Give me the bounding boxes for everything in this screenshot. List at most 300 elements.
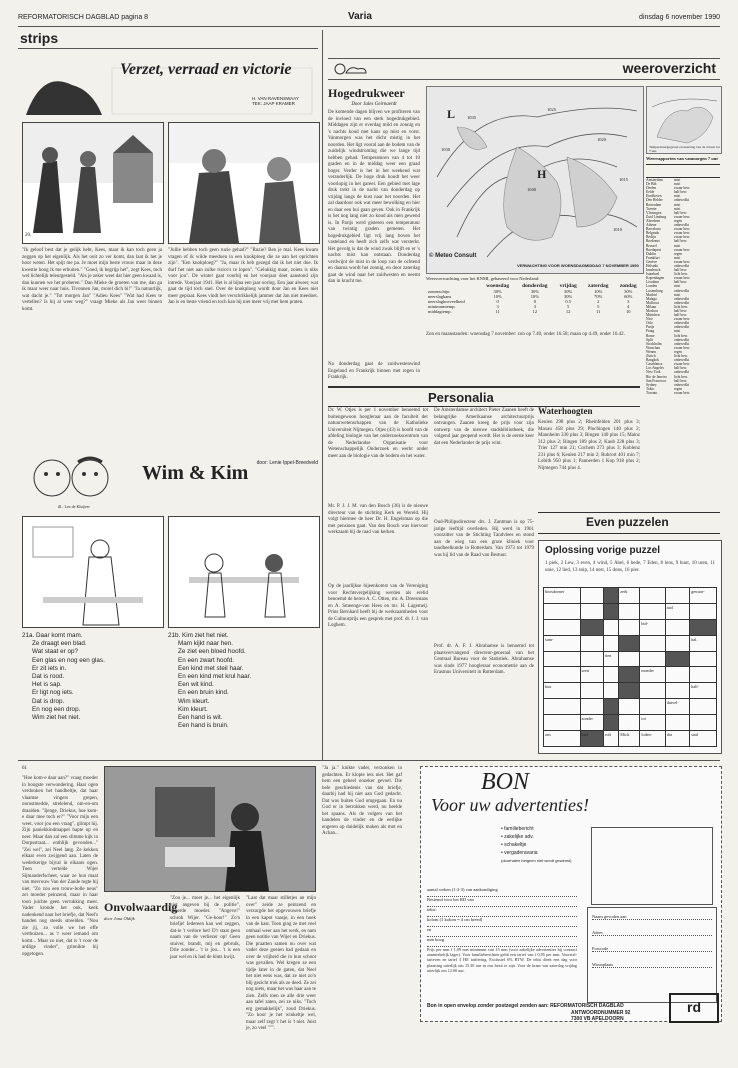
comic-panel-1 bbox=[22, 122, 164, 244]
puzzle-cell bbox=[604, 699, 619, 715]
ad-bullet: • familiebericht bbox=[501, 826, 534, 832]
puzzle-cell: ons bbox=[544, 731, 581, 747]
station-name: München bbox=[646, 313, 660, 318]
puzzle-cell bbox=[580, 699, 604, 715]
station-name: Los Angeles bbox=[646, 366, 664, 371]
puzzle-solution: 1 piek, 2 Lew, 3 even, 4 wind, 5 Abel, 6 bede, 7 Eden, 8 lens, 9 buut, 10 uren, 11 unie, 12 lied, 13 snip, 14 nest, 15 dons, 16 pier. bbox=[545, 561, 715, 573]
caption-21b-line: Een wit kind. bbox=[178, 681, 214, 689]
station-name: Rome bbox=[646, 333, 655, 338]
strip-title-banner bbox=[22, 60, 318, 118]
puzzle-header bbox=[538, 512, 720, 534]
ad-price-text: Prijs per mm f 1,09 met minimum van 15 mm (voor zakelijke advertenties bij contract aanmerkelijk lager). Voor familieberichten geldt een tarief van f 0,95 per mm. Voorstel-tarieven en tarief 3 HE tarifering. Exclusief 6% BTW. De tekst dient een dag voor plaatsing uiterlijk om 15.30 uur in ons bezit te zijn. Voor de krant van zaterdag vrijdag uiterlijk om 12.00 uur. bbox=[427, 947, 577, 973]
caption-21b-line: Ze ziet een bloed hoofd. bbox=[178, 648, 246, 656]
ad-form-field[interactable]: Adres bbox=[592, 930, 712, 936]
forecast-day: vrijdag bbox=[559, 283, 577, 289]
puzzle-cell bbox=[665, 635, 689, 651]
puzzle-cell bbox=[619, 603, 640, 619]
caption-21a-line: Het is sap. bbox=[32, 681, 62, 689]
puzzle-cell bbox=[604, 683, 619, 699]
wim-kim-title: Wim & Kim bbox=[142, 462, 249, 484]
station-condition: half bew. bbox=[674, 378, 688, 383]
forecast-day: zondag bbox=[619, 283, 637, 289]
puzzle-cell: biel bbox=[580, 731, 604, 747]
station-condition: onbewolkt bbox=[674, 223, 690, 228]
station-name: Stockholm bbox=[646, 341, 662, 346]
caption-21b-line: Een hand is bruin. bbox=[178, 722, 229, 730]
puzzle-label: Even puzzelen bbox=[586, 515, 669, 529]
station-name: Moskou bbox=[646, 309, 658, 313]
low-pressure-marker: L bbox=[447, 107, 456, 121]
puzzle-cell bbox=[690, 699, 717, 715]
puzzle-cell: tien bbox=[604, 651, 619, 667]
puzzle-grid bbox=[543, 587, 717, 747]
puzzle-cell bbox=[544, 619, 581, 635]
station-condition: mist bbox=[674, 284, 681, 289]
puzzle-box bbox=[538, 540, 722, 754]
station-condition: mist bbox=[674, 178, 681, 182]
story-photo bbox=[104, 766, 316, 892]
station-condition: licht bew. bbox=[674, 374, 688, 379]
story-title: Onvolwaardig bbox=[104, 900, 178, 914]
station-condition: zwaar bew. bbox=[674, 247, 691, 252]
station-condition: zwaar bew. bbox=[674, 390, 691, 395]
station-name: Split bbox=[646, 337, 653, 342]
station-condition: onbewolkt bbox=[674, 321, 690, 326]
station-name: Zürich bbox=[646, 354, 656, 359]
station-name: Twente bbox=[646, 206, 657, 211]
column-text: De komende dagen blijven we profiteren van de invloed van een sterk hogedrukgebied. Middagen zijn er overdag mild en zonnig en 's nachts koud met kans op mist en vorst. Vanmorgen was het dicht mistig in het noorden. Het ligt vooral aan de bodem van de zuidelijk windstroming die we lange tijd hebben gehad. Temperaturen van 4 tot 10 graden en in de middag weer een graad hoger. Verder is het in het weekend wat veranderlijk. De hoge druk houdt het weer voorlopig in het gareel. Een gebied met lage druk trekt in de nacht van donderdag op vrijdag langs de kust naar het noorden. Het zal daardoor ook wat meer bewolking en hier en daar een bui gaan geven. Ook in Frankrijk is het nog lang niet zo koud als men gewend is. In Parijs werd gisteren een temperatuur van twintig graden gemeten. Het hogedrukgebied ligt vrij lang boven het vasteland en heeft zich zelfs wat versterkt. Het gevolg is dat de wind zwak blijft en er 's nachts mist kan ontstaan. Donderdag verdwijnt de mist in de loop van de ochtend en daarna wordt het zonnig, en door zaterdag gaat de wind naar het zuidwesten en neemt dan in kracht toe. bbox=[328, 110, 420, 284]
station-condition: zwaar bew. bbox=[674, 231, 691, 236]
puzzle-cell bbox=[580, 683, 604, 699]
story-text-4: "Ja ja." knikte vader, verzonken in gedachten. Er klopte iets niet. Het gaf hem een geheel onzeker gevoel. Die hele geschiedenis van dat briefje, daarbij had hij niet aan God gedacht. Dat was buiten God omgegaan. En nu God er in betrokken werd, nu heelde het spaans. Als de volgers van het handelen de vinder en de eerlijke engeren op duidelijk maken als mot en Achan... bbox=[322, 766, 402, 836]
puzzle-cell: stad bbox=[690, 731, 717, 747]
header-center: Varia bbox=[348, 11, 372, 22]
forecast-row: neerslaghoeveelheid 0 0 0.5 2 3 bbox=[428, 299, 630, 304]
column-byline: Door Jules Geirnaerdt bbox=[351, 102, 397, 107]
puzzle-cell: moeder bbox=[640, 667, 665, 683]
station-condition: zwaar bew. bbox=[674, 227, 691, 232]
column-closing: Na donderdag gaat de zuidwestenwind Engeland en Frankrijk binnen met regen in Frankrijk. bbox=[328, 362, 420, 380]
station-condition: onbewolkt bbox=[674, 288, 690, 293]
station-name: Belgrado bbox=[646, 231, 660, 236]
isobar-label: 1030 bbox=[441, 147, 450, 152]
station-condition: onbewolkt bbox=[674, 382, 690, 387]
story-text-2: "Zou je... moet je... het eigenlijk niet angeven bij de politie", opperde moeder. "Angeve!" schrok Wijer. "Ge-hoor!" Zo'n briefje! Iedereen kan wel zeggen, dat-ie 't verlore het! D'r staat geen naam van de verliezer op! Geen stuiver, brandt, mij en gebruik, Drie zonder... 't is jou... 't is een jaar wel en ik had de kluts kwijt. bbox=[170, 896, 240, 960]
station-name: Amsterdam bbox=[646, 178, 663, 182]
puzzle-cell: tot bbox=[640, 715, 665, 731]
station-condition: mist bbox=[674, 255, 681, 260]
puzzle-cell: bid- bbox=[640, 619, 665, 635]
puzzle-cell: gewaar- bbox=[690, 588, 717, 604]
station-condition: mist bbox=[674, 194, 681, 199]
stations-table bbox=[646, 178, 720, 398]
ad-title-1: BON bbox=[481, 769, 529, 795]
caption-21b-line: Wim kleurt. bbox=[178, 697, 210, 705]
puzzle-cell bbox=[665, 667, 689, 683]
puzzle-cell bbox=[690, 603, 717, 619]
puzzle-cell bbox=[690, 715, 717, 731]
caption-21b-line: Kim kleurt. bbox=[178, 705, 208, 713]
caption-21a-line: Wim ziet het niet. bbox=[32, 714, 81, 722]
high-pressure-marker: H bbox=[537, 167, 547, 181]
caption-21a-line: Dat is drop. bbox=[32, 697, 65, 705]
station-condition: zwaar bew. bbox=[674, 362, 691, 367]
station-condition: zwaar bew. bbox=[674, 235, 691, 240]
station-condition: licht bew. bbox=[674, 354, 688, 359]
puzzle-cell bbox=[640, 699, 665, 715]
caption-21b bbox=[168, 632, 318, 730]
isobar-label: 1035 bbox=[467, 115, 476, 120]
ad-form-field[interactable]: Naam gevoden aan bbox=[592, 914, 712, 920]
story-text-1: "Hoe kom-e daar aan?" vraag moeder in hoogste verwondering. Haar ogen verdonken het handbeltje, dat haar vlaamse vingers grepen, onrustmedde, strelelend, om-en-om draaiden. "Ijenge, Driekus, hoe kom-e daar mee toch er?" "Voor mijn een weet, voor jou een vraag", glimpt hij. Zijn paniekkindmappel hapte op en neer. Maar dan zal een slimme kijk in Dorpsstraat... enthlijk gevonden..." "Zei wel", zei Neel lang. Ze kekken elkaar even zwijgend aan. Laten de wederkerige bijval in elkaars ogen. Toen vertelde Wijer Sijmanderfscheet, waar ze hun maat van mevrouw Van der Zande regte hij niet. "Zo zou een trouw-bolle neus" zei moeder peinzend, maar in haar toon juichte geen verrukking meer. Vader kronde het ook, keek nadenkend naar het briefje, dat Neel's handen nog steeds streelden. "Nou zie jij, zo volle we het effe verthuizen... as 'r weer iemand om komt... Maar zo niet, dat is 't voor de ardlige vinder", grinnikte hij opgetogen. bbox=[22, 776, 98, 957]
personalia-item: Op de jaarlijkse bijeenkomst van de Vereniging voor Rechtsvergelijking werden als erelid benoemd de heren A. C. Otten, mr. A. Dreesmans en A. Smeenge-van Hees en mr. H. Lagemeij. Prins Bernhard heeft bij de werkzaamheden voor de Cultuurprijs een gesprek met prof. dr. J. J. van Loghem. bbox=[328, 584, 428, 628]
ad-photo-box bbox=[591, 827, 713, 905]
ad-form-field[interactable]: Woonplaats bbox=[592, 962, 712, 968]
station-condition: onbewolkt bbox=[674, 263, 690, 268]
station-name: Luxemburg bbox=[646, 288, 663, 293]
forecast-day: donderdag bbox=[522, 283, 548, 289]
station-name: Londen bbox=[646, 284, 657, 289]
puzzle-cell: dra bbox=[665, 731, 689, 747]
personalia-item: Mr. P. J. J. M. van den Bosch (36) is de nieuwe directeur van de stichting Kerk en Wereld. Hij volgt hiermee de heer Dr. H. Engelsman op die met pensioen gaat. Van den Bosch was hiervoor werkzaam bij de raad van kerken. bbox=[328, 504, 428, 535]
station-name: Innsbruck bbox=[646, 268, 661, 273]
ad-field-line[interactable]: en bbox=[427, 927, 577, 937]
puzzle-cell bbox=[544, 715, 581, 731]
station-name: Genève bbox=[646, 259, 657, 264]
wim-kim-banner bbox=[22, 448, 318, 512]
puzzle-cell bbox=[580, 619, 604, 635]
puzzle-cell: zonder bbox=[580, 715, 604, 731]
personalia-item: Oud-Philipsdirecteur drs. J. Zantman is op 75-jarige leeftijd overleden. Hij werd in 1961 voorzitter van de Stichting Tandvlees en stond aan de wieg van een grote kliniek voor tandheelkunde in Rotterdam. Van 1973 tot 1979 was hij lid van de Raad van Bestuur. bbox=[434, 520, 534, 558]
puzzle-cell bbox=[640, 651, 665, 667]
station-condition: zwaar bew. bbox=[674, 186, 691, 191]
station-row bbox=[646, 391, 720, 395]
station-condition: half bew. bbox=[674, 366, 688, 371]
story-author: door Jona Oldijk bbox=[104, 916, 135, 921]
station-name: Bordeaux bbox=[646, 239, 660, 244]
station-condition: onbewolkt bbox=[674, 296, 690, 301]
station-name: Aberdeen bbox=[646, 218, 660, 223]
wim-kim-panel-b bbox=[168, 516, 320, 628]
puzzle-cell: half- bbox=[690, 683, 717, 699]
station-name: Helsinki bbox=[646, 263, 659, 268]
station-condition: onbewolkt bbox=[674, 341, 690, 346]
ad-field-line[interactable]: kolom (1 kolom = 4 cm breed) bbox=[427, 917, 577, 927]
isobar-label: 1010 bbox=[613, 227, 622, 232]
station-condition: half bew. bbox=[674, 313, 688, 318]
ad-bullet: • schakeltje bbox=[501, 842, 527, 848]
station-name: Malaga bbox=[646, 296, 657, 301]
station-name: Madrid bbox=[646, 292, 657, 297]
station-condition: licht bew. bbox=[674, 333, 688, 338]
station-condition: mist bbox=[674, 292, 681, 297]
ad-field-line[interactable]: aantal weken (1-2-3) van aankondiging bbox=[427, 887, 577, 897]
forecast-row: neerslagkans 10% 10% 30% 70% 60% bbox=[428, 294, 633, 299]
puzzle-cell bbox=[640, 683, 665, 699]
station-name: Rio de Janeiro bbox=[646, 374, 667, 379]
station-name: Istanboel bbox=[646, 272, 660, 277]
puzzle-cell bbox=[690, 651, 717, 667]
strips-label: strips bbox=[20, 30, 59, 46]
station-name: Nice bbox=[646, 317, 653, 322]
station-condition: half bew. bbox=[674, 309, 688, 313]
station-name: Bangkok bbox=[646, 358, 659, 363]
caption-21a-line: En nog een drop. bbox=[32, 705, 81, 713]
puzzle-cell bbox=[580, 588, 604, 604]
puzzle-cell bbox=[665, 715, 689, 731]
puzzle-cell: ital. bbox=[690, 635, 717, 651]
station-condition: onbewolkt bbox=[674, 325, 690, 330]
station-name: Brussel bbox=[646, 243, 657, 248]
puzzle-cell bbox=[619, 715, 640, 731]
personalia-item: Dr. W. Otjes is per 1 november benoemd tot buitengewoon hoogleraar aan de faculteit der natuurwetenschappen van de Katholieke Universiteit Nijmegen. Otjes (43) is hoofd van de afdeling biologie van het onderzoekscentrum van de Nederlandse Organisatie voor Wetenschappelijk Onderzoek en werkt onder meer aan de biologie van de bodem en het water. bbox=[328, 408, 428, 459]
puzzle-cell bbox=[619, 635, 640, 651]
header-left: REFORMATORISCH DAGBLAD pagina 8 bbox=[18, 14, 149, 21]
station-condition: onbewolkt bbox=[674, 370, 690, 375]
station-name: Zuid Limburg bbox=[646, 214, 667, 219]
caption-21b-line: Een hand is wit. bbox=[178, 714, 223, 722]
station-name: Boedapest bbox=[646, 247, 661, 252]
caption-21a-line: Wat staat er op? bbox=[32, 648, 78, 656]
puzzle-cell bbox=[604, 603, 619, 619]
sun-cloud-icon bbox=[330, 61, 370, 77]
puzzle-cell bbox=[690, 667, 717, 683]
puzzle-cell bbox=[604, 715, 619, 731]
station-condition: mist bbox=[674, 329, 681, 334]
station-name: Sydney bbox=[646, 382, 657, 387]
puzzle-cell bbox=[544, 667, 581, 683]
ad-city: 7300 VB APELDOORN bbox=[571, 1016, 624, 1022]
puzzle-cell bbox=[604, 619, 619, 635]
wim-kim-panel-a bbox=[22, 516, 164, 628]
puzzle-cell bbox=[640, 603, 665, 619]
puzzle-cell bbox=[544, 651, 581, 667]
station-name: Kopenhagen bbox=[646, 276, 665, 281]
ad-bullet: • vergaderavaria bbox=[501, 850, 538, 856]
wim-kim-illustrator: ill.: Lex de Kluijver bbox=[58, 504, 90, 509]
ad-antwoord: ANTWOORDNUMMER 92 bbox=[571, 1010, 631, 1016]
puzzle-cell bbox=[580, 651, 604, 667]
weather-map bbox=[426, 86, 644, 274]
advertisement-coupon bbox=[420, 766, 722, 1022]
caption-21b-line: En een kind met krul haar. bbox=[178, 673, 252, 681]
puzzle-cell: sum- bbox=[544, 635, 581, 651]
map-caption: VERWACHTING VOOR WOENSDAGMIDDAG 7 NOVEMBER 1990 bbox=[517, 263, 639, 268]
ad-field-line[interactable]: tekst: bbox=[427, 907, 577, 917]
station-condition: mist bbox=[674, 182, 681, 187]
caption-21b-line: En een zwart hoofd. bbox=[178, 656, 235, 664]
caption-21a-title: 21a. Daar komt mam. bbox=[22, 632, 83, 639]
station-name: Deelen bbox=[646, 186, 657, 191]
europe-mini-map bbox=[646, 86, 722, 154]
puzzle-cell bbox=[690, 619, 717, 635]
header-right: dinsdag 6 november 1990 bbox=[639, 14, 720, 21]
station-name: Dublin bbox=[646, 251, 656, 256]
comic-panel-2 bbox=[168, 122, 320, 244]
sun-moon-times: Zon en maanstanden: woensdag 7 november: zon op 7.40, onder 16.58; maan op 4.49, onder 16.42. bbox=[426, 332, 625, 337]
ad-form-lines bbox=[427, 887, 577, 947]
story-text-3: "Laat dat maar stilletjes an mijn over" zeide ze peinzend en verzorgde het opgevouwen briefje in een kapot vaasje, in een hoek van de kast. Toen ging ze met veel omhaal weer aan het werk, en nam geen notitie van Wijer en Driekus. Die praatten samen nu over wat vader deze goeien had gedaan en over de vrijheid die in hun schoot was gevallen. Wel kregen ze een tijdje later in de gaten, dat Neel het niet eens was, dat ze niet zo'n blij gezicht trok als ze deed. Ze zei nog niets, maar het was haar aan te zien. Zelfs toen ze alle drie weer aan tafel zaten, zei ze niks. "Toch erg gemakkelijk", zoud Driekus. "Zo koor je het winkeltje wel, maar zelf zegt 't het is 't niet. Juist je, zo veel """. bbox=[246, 896, 316, 1031]
caption-21a-line: Dat is rood. bbox=[32, 673, 65, 681]
strip-title: Verzet, verraad en victorie bbox=[120, 61, 292, 78]
puzzle-cell bbox=[665, 651, 689, 667]
personalia-label: Personalia bbox=[428, 390, 494, 405]
caption-21b-line: En een bruin kind. bbox=[178, 689, 229, 697]
station-name: Den Helder bbox=[646, 198, 663, 203]
map-credit: © Meteo Consult bbox=[429, 253, 477, 259]
ad-title-2: Voor uw advertenties! bbox=[431, 795, 589, 815]
station-name: Eelde bbox=[646, 190, 655, 195]
puzzle-cell bbox=[604, 635, 619, 651]
ad-bullet: • zakelijke adv. bbox=[501, 834, 534, 840]
station-condition: regen bbox=[674, 386, 682, 391]
station-condition: regen bbox=[674, 251, 682, 256]
station-name: Wenen bbox=[646, 349, 656, 354]
station-name: Warschau bbox=[646, 345, 661, 350]
station-name: Lissabon bbox=[646, 280, 659, 285]
puzzle-cell: rolt bbox=[604, 731, 619, 747]
caption-21a bbox=[22, 632, 162, 722]
isobar-label: 1020 bbox=[597, 137, 606, 142]
forecast-row: middagtemp. 11 12 12 11 10 bbox=[428, 309, 631, 314]
puzzle-cell bbox=[619, 651, 640, 667]
puzzle-cell bbox=[665, 619, 689, 635]
station-condition: mist bbox=[674, 202, 681, 207]
station-name: Praag bbox=[646, 329, 655, 334]
station-name: Parijs bbox=[646, 325, 655, 330]
caption-21a-line: Ze draagt een blad. bbox=[32, 640, 87, 648]
stations-table-header bbox=[646, 164, 720, 178]
ad-footer: Bon in open envelop zonder postzegel zenden aan: REFORMATORISCH DAGBLAD bbox=[427, 1003, 624, 1009]
caption-21a-line: Een glas en nog een glas. bbox=[32, 656, 105, 664]
isobar-label: 1015 bbox=[619, 177, 628, 182]
ad-address-box bbox=[587, 907, 717, 1003]
puzzle-cell bbox=[665, 683, 689, 699]
station-name: Eindhoven bbox=[646, 194, 662, 199]
weather-label: weeroverzicht bbox=[622, 60, 716, 76]
puzzle-cell: loden- bbox=[640, 731, 665, 747]
wim-kim-byline: door: Lenie Ippel-Breedveld bbox=[256, 460, 318, 466]
ad-bullets: • familiebericht • zakelijke adv. • schakeltje • vergaderavaria (doorhalen hetgeen niet wordt gewenst) bbox=[501, 826, 572, 863]
puzzle-cell bbox=[619, 699, 640, 715]
column-title: Hogedrukweer bbox=[328, 86, 405, 100]
puzzle-cell: boosdoener bbox=[544, 588, 581, 604]
mini-map-caption: Temperatuurgegeven en neerslag van de 24 uur tot 7 uur. bbox=[649, 145, 720, 153]
station-name: Vlissingen bbox=[646, 210, 662, 215]
station-condition: mist bbox=[674, 206, 681, 211]
personalia-item: De Amsterdamse architect Pieter Zaanen heeft de belangrijke Amerikaanse architectuurprijs ontvangen. Zaanen kreeg de prijs voor zijn ontwerp van de nieuwe stadsbibliotheek, die volgend jaar geopend wordt. Het is de eerste keer dat een Nederlander de prijs wint. bbox=[434, 408, 534, 446]
station-condition: onbewolkt bbox=[674, 198, 690, 203]
station-condition: half bew. bbox=[674, 280, 688, 285]
waterhoogten-text: Keulen 298 plus 2; Rheinfelden 201 plus 3; Maxau 458 plus 29; Plochingen 140 plus 2; Mannheim 330 plus 3; Bingen 140 plus 15; Mainz 312 plus 2; Bingen 189 plus 2; Kaub 228 plus 3; Trier 127 min 21; Cochem 273 plus 3; Koblenz 231 plus 6; Keulen 217 min 2; Ruhrort 401 min 7; Lobith 950 plus 1; Pannerden 1 Kop 918 plus 2; Nijmegen 744 plus 4. bbox=[538, 420, 640, 471]
station-condition: onbewolkt bbox=[674, 300, 690, 305]
station-condition: licht bew. bbox=[674, 272, 688, 277]
panel-number: 20. bbox=[25, 233, 32, 238]
story-number: 61 bbox=[22, 766, 27, 771]
station-name: Rotterdam bbox=[646, 202, 662, 207]
station-condition: half bew. bbox=[674, 239, 688, 244]
station-condition: zwaar bew. bbox=[674, 276, 691, 281]
ad-field-line[interactable]: Bestemd voor het RD van bbox=[427, 897, 577, 907]
caption-21b-line: Mam kijkt naar hen. bbox=[178, 640, 233, 648]
forecast-row: zonneschijn 30% 30% 30% 10% 30% bbox=[428, 289, 633, 294]
station-condition: zwaar bew. bbox=[674, 317, 691, 322]
strip-byline: H. VAN RAVENSWAAY TEK: JAAP KRAMER bbox=[252, 96, 299, 106]
puzzle-cell bbox=[544, 603, 581, 619]
caption-21a-line: Er ligt nog iets. bbox=[32, 689, 74, 697]
puzzle-cell: kou bbox=[544, 683, 581, 699]
caption-21b-line: Een kind met steil haar. bbox=[178, 664, 244, 672]
puzzle-title: Oplossing vorige puzzel bbox=[545, 545, 661, 556]
puzzle-cell: Mich. bbox=[619, 731, 640, 747]
puzzle-cell bbox=[604, 667, 619, 683]
isobar-label: 1025 bbox=[547, 107, 556, 112]
station-condition: zwaar bew. bbox=[674, 345, 691, 350]
ad-form-field[interactable]: Postcode bbox=[592, 946, 712, 952]
station-condition: half bew. bbox=[674, 268, 688, 273]
station-name: Toronto bbox=[646, 390, 658, 395]
station-name: De Bilt bbox=[646, 182, 657, 187]
station-name: Tokio bbox=[646, 386, 655, 391]
station-condition: half bew. bbox=[674, 190, 688, 195]
page-header bbox=[18, 10, 720, 27]
forecast-day: woensdag bbox=[486, 283, 510, 289]
station-name: Oslo bbox=[646, 321, 653, 326]
personalia-item: Prof. dr. A. F. J. Abrahamse is benoemd tot plaatsvervangend directeur-generaal van het Centraal Bureau voor de Statistiek. Abrahamse was sinds 1977 hoogleraar econometrie aan de Erasmus Universiteit in Rotterdam. bbox=[434, 644, 534, 675]
puzzle-cell: atol bbox=[665, 603, 689, 619]
strip-text-right: "Jullie hebben toch geen ruzie gehad?" "Ruzie? Ben je mal. Kees kwam vragen of ik wilde meedoen in een knokploeg die ze aan het oprichten zijn". "Een knokploeg?" "Ja, maar ik heb gezegd dat ik het niet doe. Ik durf het niet aan zulke risico's te lopen". "Gelukkig maar, zoiets is niks voor jou". De winter gaat voorbij en het voorjaar doet aanstond zijn intrede. Voorjaar 1941. Het is al bijna een jaar oorlog. Een jaar alweer, wat gaat de tijd toch snel. Over de knokploeg wordt door Jan en Kees niet meer gepraat. Kees vindt het verschrikkelijk jammer dat Jan niet meedoet. Jan is en beste vriend en toch kan hij niet meer vrij met hem praten. bbox=[168, 248, 318, 305]
caption-21b-title: 21b. Kim ziet het niet. bbox=[168, 632, 229, 639]
station-name: Milaan bbox=[646, 304, 657, 309]
forecast-intro: Weersverwachting voor het KNMI, gebaseerd voor Nederland: bbox=[426, 276, 540, 281]
puzzle-cell bbox=[665, 588, 689, 604]
station-name: Mallorca bbox=[646, 300, 659, 305]
station-condition: zwaar bew. bbox=[674, 214, 691, 219]
ad-field-line[interactable]: mm hoog bbox=[427, 937, 577, 947]
puzzle-cell bbox=[640, 588, 665, 604]
station-name: San Francisco bbox=[646, 378, 667, 383]
station-condition: half bew. bbox=[674, 210, 688, 215]
puzzle-cell: duivel- bbox=[665, 699, 689, 715]
puzzle-cell: zerk bbox=[619, 588, 640, 604]
forecast-day: zaterdag bbox=[588, 283, 609, 289]
caption-21a-line: Er zit iets in. bbox=[32, 664, 67, 672]
station-name: Barcelona bbox=[646, 227, 661, 232]
waterhoogten-title: Waterhoogten bbox=[538, 406, 593, 416]
forecast-table bbox=[426, 283, 642, 314]
station-condition: regen bbox=[674, 218, 682, 223]
rd-logo: rd bbox=[669, 993, 719, 1023]
station-condition: licht bew. bbox=[674, 304, 688, 309]
strip-text-left: "Ik geloof best dat je gelijk hebt, Kees, maar ik kan toch geen ja zeggen op het eigenlijk. Als het ooit zo ver komt, dan laat ik het je hoor weten. Het spijt me pa. Je moet mijn beste vrouw maar in deze kwestie hoog ik me erbuiten." "Goed, ik begrijp het", zegt Kees, toch wel lichtelijk teleurgesteld. "Als je zeker weet dat hier geen kwaad is, dan kunnen we het proberen." Dan Mieke de groeten van me, dan ga ik maar weer naar huis. Tivonnen Jan, morel dich bi!" "Ja natuurlijk, wat dacht je." "Tot morgen Jan" "Adieu Kees" "Wat had Kees te vertellen? Is hij al weer weg?" vraagt Mieke als Jan weer binnen komt. bbox=[22, 248, 162, 312]
forecast-row: minimumtemp. 3 3 5 5 4 bbox=[428, 304, 630, 309]
isobar-label: 1040 bbox=[527, 187, 536, 192]
station-condition: onbewolkt bbox=[674, 337, 690, 342]
puzzle-cell bbox=[619, 667, 640, 683]
puzzle-cell bbox=[604, 588, 619, 604]
station-condition: regen bbox=[674, 349, 682, 354]
weather-header bbox=[328, 58, 720, 80]
station-condition: onbewolkt bbox=[674, 358, 690, 363]
station-name: Berlijn bbox=[646, 235, 656, 240]
station-name: Casablanca bbox=[646, 362, 663, 367]
puzzle-cell bbox=[619, 619, 640, 635]
puzzle-cell: seen bbox=[580, 667, 604, 683]
personalia-header bbox=[328, 386, 640, 407]
station-name: New York bbox=[646, 370, 661, 375]
station-condition: zwaar bew. bbox=[674, 259, 691, 264]
station-name: Frankfurt bbox=[646, 255, 660, 260]
